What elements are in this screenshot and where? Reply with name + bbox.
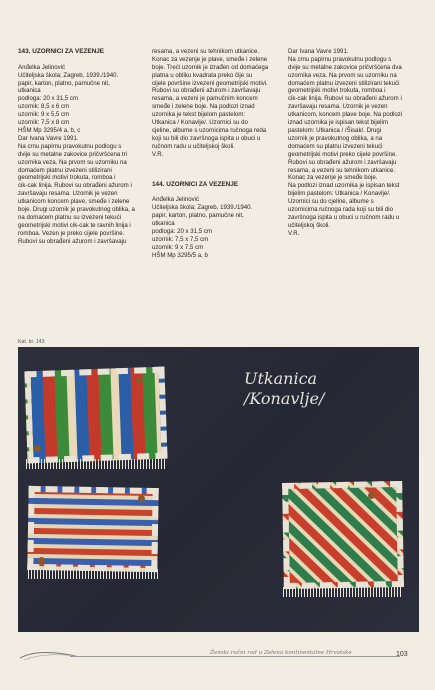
photo-caption: Kat. br. 143 — [18, 339, 45, 345]
footer-rule — [70, 656, 400, 657]
entry-144-heading: 144. UZORNICI ZA VEZENJE — [152, 180, 239, 188]
rivet-icon — [368, 492, 375, 499]
needle-swoosh-icon — [18, 646, 78, 664]
rivet-icon — [38, 557, 45, 564]
page-number: 103 — [396, 651, 408, 658]
column-1 — [18, 40, 136, 246]
entry-143-body-cont: resama, a vezeni su tehnikom utkanice. Konac za vezenje je plave, smeđe i zelene boje. Treći uzornik je izrađen od domaćega platna u obliku kvadrata preko čije su cijele površine izvezeni geometrijski motivi. Rubovi su obrađeni ažurom i završavaju resama, a vezeni je pamučnim koncem smeđe i zelene boje. Na podlozi iznad uzornika je tekst bijelom pastelom: Utkanica / Konavlje/. Uzornici su do cjeline, albume s uzornicima ručnoga reda koji su bili dio završnoga ispita u obuci u ručnom radu u učiteljskoj školi. V.R. — [152, 47, 269, 158]
running-title: Ženski ručni rad u Zelena kontinentalne Hrvatske — [210, 650, 352, 656]
embroidery-sample-1 — [24, 367, 167, 464]
column-3 — [288, 40, 416, 238]
embroidery-photo — [18, 347, 419, 632]
embroidery-sample-3 — [282, 481, 404, 589]
rivet-icon — [136, 377, 143, 384]
fringe-2 — [28, 569, 158, 579]
rivet-icon — [138, 495, 145, 502]
handwritten-label: Utkanica /Konavlje/ — [244, 369, 325, 408]
entry-143-heading: 143. UZORNICI ZA VEZENJE — [18, 47, 105, 55]
rivet-icon — [34, 445, 41, 452]
fringe-1 — [26, 459, 166, 469]
entry-143-body: Anđelka Jelinović Učiteljska škola; Zagreb, 1939./1940. papir, karton, platno, pamučne nit, utkanica podloga: 20 x 31,5 cm uzornik: 8,5 x 6 cm uzornik: 9 x 5,5 cm uzornik: 7,5 x 8 cm HŠM Mp 3295/4 a, b, c Dar Ivana Vavre 1991. Na crnu papirnu pravokutnu podlogu s dvije su metalne zakovice pričvršćena tri uzornika veza. Na prvom su uzorniku na domaćem platnu izvezeni stilizirani geometrijski motivi trokuta, romboa i cik-cak linija. Rubovi su obrađeni ažurom i završavaju resama. Uzornik je vezen utkanicom koncem plave, smeđe i zelene boje. Drugi uzornik je pravokutnog oblika, a na domaćem platnu su izvezeni tekući geometrijski motivi cik-cak te ravnih linija i romboa. Vezen je preko cijele površine. Rubovi su obrađeni ažurom i završavaju — [18, 63, 135, 245]
column-2 — [152, 40, 278, 260]
fringe-3 — [283, 587, 403, 597]
entry-144-body-cont: Dar Ivana Vavre 1991. Na crnu papirnu pravokutnu podlogu s dvije su metalne zakovice pričvršćena dva uzornika veza. Na prvom su uzorniku na domaćem platnu izvezeni stilizirani tekući geometrijski motivi trokuta, romboa i cik-cak linija. Rubovi su obrađeni ažurom i završavaju resama. Uzornik je vezen utkanicom, koncem plave boje. Na podlozi iznad uzornika je ispisan tekst bijelim pastelom: Utkanica / /Šisak/. Drugi uzornik je pravokutnog oblika, a na domaćem su platnu izvezeni tekući geometrijski motivi preko cijele površine. Rubovi su obrađeni ažurom i završavaju resama, a vezeni su tehnikom utkanice. Konac za vezenje je smeđe boje. Na podlozi iznad uzornika je ispisan tekst bijelim pastelom: Utkanica / Konavlje/. Uzornici su do cjeline, albume s uzornicima ručnoga rada koji su bili dio završnoga ispita u obuci u ručnom radu u učiteljskoj školi. V.R. — [288, 47, 403, 237]
entry-144-body: Anđelka Jelinović Učiteljska škola; Zagreb, 1939./1940. papir, karton, platno, pamučne nit, utkanica podloga: 20 x 31,5 cm uzornik: 7,5 x 7,5 cm uzornik: 9 x 7,5 cm HŠM Mp 3295/5 a, b — [152, 196, 253, 259]
